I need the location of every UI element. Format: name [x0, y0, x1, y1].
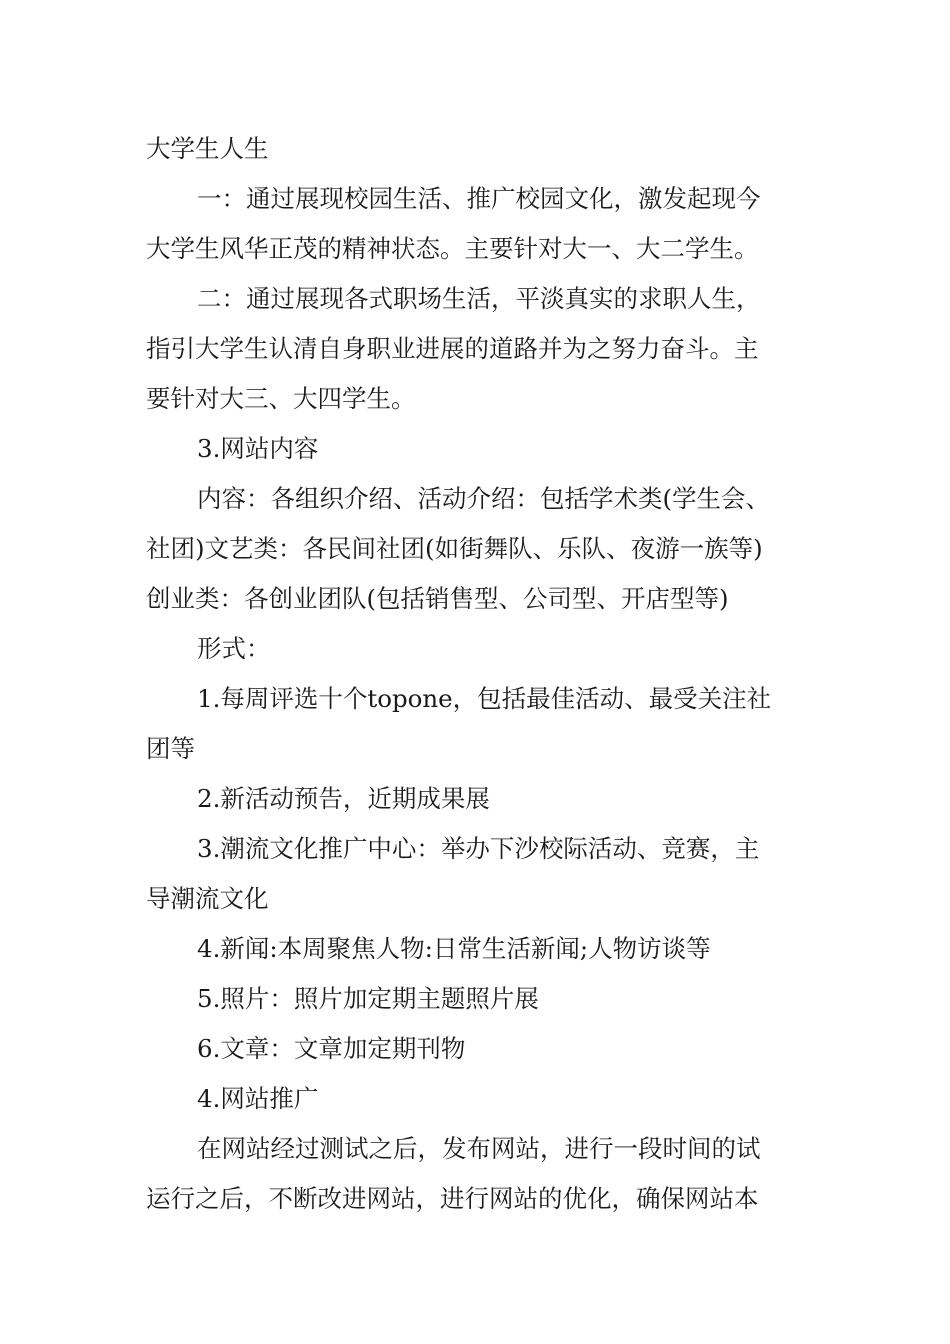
- section-heading-website-content: 3.网站内容: [197, 434, 319, 463]
- list-item-2: 2.新活动预告，近期成果展: [197, 784, 490, 813]
- list-item-1: 1.每周评选十个topone，包括最佳活动、最受关注社: [197, 684, 772, 713]
- text-line-6: 要针对大三、大四学生。: [146, 384, 416, 413]
- list-item-1-continued: 团等: [146, 734, 195, 763]
- list-item-3: 3.潮流文化推广中心：举办下沙校际活动、竞赛，主: [197, 834, 760, 863]
- list-item-3-continued: 导潮流文化: [146, 884, 269, 913]
- list-item-5: 5.照片：照片加定期主题照片展: [197, 984, 539, 1013]
- text-line-3: 大学生风华正茂的精神状态。主要针对大一、大二学生。: [146, 234, 759, 263]
- text-line-form-label: 形式：: [197, 634, 271, 663]
- text-line-2: 一：通过展现校园生活、推广校园文化，激发起现今: [197, 184, 761, 213]
- text-line-10: 创业类：各创业团队(包括销售型、公司型、开店型等): [146, 584, 729, 613]
- text-line-5: 指引大学生认清自身职业进展的道路并为之努力奋斗。主: [146, 334, 759, 363]
- text-line-9: 社团)文艺类：各民间社团(如街舞队、乐队、夜游一族等): [146, 534, 763, 563]
- list-item-6: 6.文章：文章加定期刊物: [197, 1034, 466, 1063]
- section-heading-website-promotion: 4.网站推广: [197, 1084, 319, 1113]
- document-body: [146, 124, 810, 1224]
- text-line-8: 内容：各组织介绍、活动介绍：包括学术类(学生会、: [197, 484, 771, 513]
- list-item-4: 4.新闻:本周聚焦人物:日常生活新闻;人物访谈等: [197, 934, 711, 963]
- text-line-4: 二：通过展现各式职场生活，平淡真实的求职人生，: [197, 284, 761, 313]
- text-line-22: 运行之后，不断改进网站，进行网站的优化，确保网站本: [146, 1184, 759, 1213]
- text-line-21: 在网站经过测试之后，发布网站，进行一段时间的试: [197, 1134, 761, 1163]
- text-line-1: 大学生人生: [146, 134, 269, 163]
